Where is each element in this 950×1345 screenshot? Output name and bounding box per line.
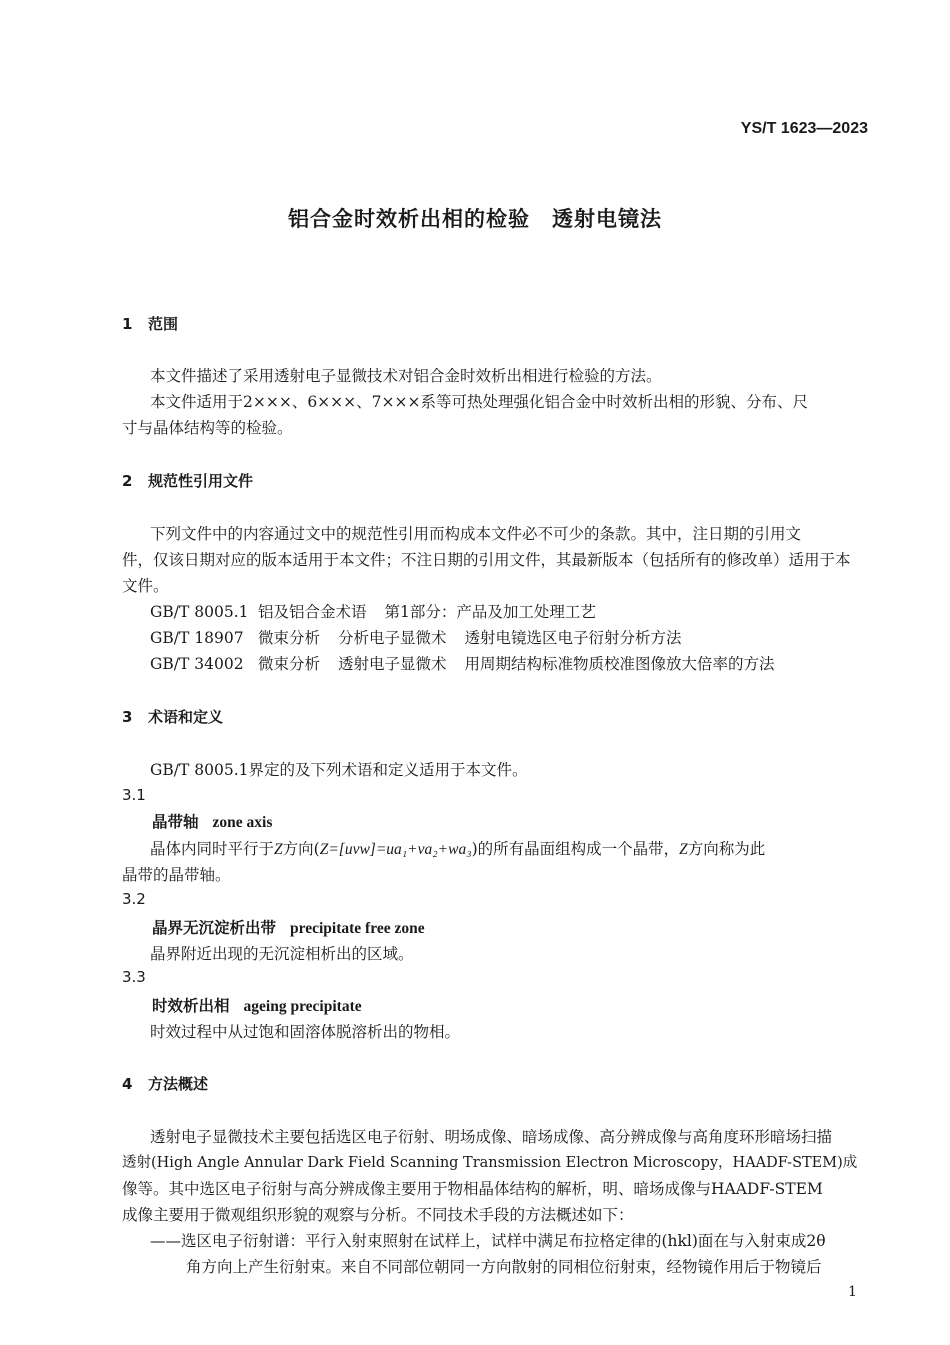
definition-text: )的所有晶面组构成一个晶带， bbox=[471, 840, 680, 858]
standard-code: YS/T 1623—2023 bbox=[740, 120, 868, 137]
term-chinese: 时效析出相 bbox=[152, 996, 230, 1015]
section-number: 3 bbox=[122, 708, 133, 726]
section-title: 范围 bbox=[148, 315, 179, 333]
paragraph-line: 透射电子显微技术主要包括选区电子衍射、明场成像、暗场成像、高分辨成像与高角度环形暗场扫描 bbox=[150, 1128, 833, 1146]
section-1-heading bbox=[122, 313, 178, 334]
document-title: 铝合金时效析出相的检验 透射电镜法 bbox=[288, 207, 662, 231]
page-number: 1 bbox=[848, 1284, 857, 1300]
bullet-item-line: ——选区电子衍射谱：平行入射束照射在试样上，试样中满足布拉格定律的(hkl)面在与入射束成2θ bbox=[150, 1232, 826, 1250]
normative-reference bbox=[150, 625, 700, 651]
paragraph: 本文件描述了采用透射电子显微技术对铝合金时效析出相进行检验的方法。 bbox=[150, 367, 662, 385]
section-3-heading bbox=[122, 706, 223, 727]
paragraph-line: 成像主要用于微观组织形貌的观察与分析。不同技术手段的方法概述如下： bbox=[122, 1206, 634, 1224]
bullet-item-line: 角方向上产生衍射束。来自不同部位朝同一方向散射的同相位衍射束，经物镜作用后于物镜后 bbox=[186, 1258, 822, 1276]
term-definition: 时效过程中从过饱和固溶体脱溶析出的物相。 bbox=[150, 1023, 461, 1041]
section-number: 4 bbox=[122, 1075, 133, 1093]
definition-text: 方向( bbox=[282, 840, 320, 858]
section-2-heading bbox=[122, 470, 253, 491]
term-english: precipitate free zone bbox=[290, 920, 425, 937]
term-definition: 晶界附近出现的无沉淀相析出的区域。 bbox=[150, 945, 414, 963]
reference-title-part: 分析电子显微术 bbox=[338, 629, 447, 647]
paragraph: GB/T 8005.1界定的及下列术语和定义适用于本文件。 bbox=[150, 761, 528, 779]
paragraph-line: 寸与晶体结构等的检验。 bbox=[122, 419, 293, 437]
section-title: 方法概述 bbox=[148, 1075, 209, 1093]
definition-text: 晶体内同时平行于 bbox=[150, 840, 275, 858]
reference-title-part: 微束分析 bbox=[258, 655, 321, 673]
term-definition-line: 晶带的晶带轴。 bbox=[122, 866, 231, 884]
section-4-heading bbox=[122, 1073, 208, 1094]
term-number: 3.1 bbox=[122, 786, 146, 804]
reference-title-part: 铝及铝合金术语 bbox=[258, 603, 367, 621]
reference-title-part: 用周期结构标准物质校准图像放大倍率的方法 bbox=[464, 655, 775, 673]
definition-text: 方向称为此 bbox=[687, 840, 766, 858]
term-english: zone axis bbox=[212, 814, 273, 831]
paragraph-line: 像等。其中选区电子衍射与高分辨成像主要用于物相晶体结构的解析，明、暗场成像与HAADF-STEM bbox=[122, 1180, 823, 1198]
section-title: 规范性引用文件 bbox=[148, 472, 254, 490]
term-chinese: 晶带轴 bbox=[152, 812, 199, 831]
term-number: 3.3 bbox=[122, 968, 146, 986]
paragraph-line: 下列文件中的内容通过文中的规范性引用而构成本文件必不可少的条款。其中，注日期的引用文 bbox=[150, 525, 802, 543]
term-number: 3.2 bbox=[122, 890, 146, 908]
normative-reference bbox=[150, 651, 793, 677]
reference-title-part: 透射电镜选区电子衍射分析方法 bbox=[464, 629, 682, 647]
term-entry bbox=[152, 994, 362, 1016]
reference-code: GB/T 8005.1 bbox=[150, 603, 249, 621]
section-number: 2 bbox=[122, 472, 133, 490]
term-entry bbox=[152, 916, 425, 938]
formula-symbol: Z bbox=[679, 841, 688, 858]
paragraph-line: 件，仅该日期对应的版本适用于本文件；不注日期的引用文件，其最新版本（包括所有的修改单）适用于本 bbox=[122, 551, 851, 569]
reference-code: GB/T 18907 bbox=[150, 629, 244, 647]
term-definition-line bbox=[150, 836, 765, 863]
paragraph-line: 透射(High Angle Annular Dark Field Scanning Transmission Electron Microscopy，HAADF-STEM)成 bbox=[122, 1155, 858, 1171]
reference-code: GB/T 34002 bbox=[150, 655, 244, 673]
formula-symbol: Z bbox=[274, 841, 283, 858]
term-chinese: 晶界无沉淀析出带 bbox=[152, 918, 277, 937]
section-number: 1 bbox=[122, 315, 133, 333]
paragraph-line: 本文件适用于2×××、6×××、7×××系等可热处理强化铝合金中时效析出相的形貌、分布、尺 bbox=[150, 393, 808, 411]
zone-axis-formula: Z=[uvw]=ua₁+va₂+wa₃ bbox=[319, 841, 472, 858]
term-entry bbox=[152, 810, 272, 832]
reference-title-part: 第1部分：产品及加工处理工艺 bbox=[384, 603, 596, 621]
reference-title-part: 透射电子显微术 bbox=[338, 655, 447, 673]
normative-reference bbox=[150, 599, 614, 625]
paragraph-line: 文件。 bbox=[122, 577, 169, 595]
section-title: 术语和定义 bbox=[148, 708, 224, 726]
term-english: ageing precipitate bbox=[243, 998, 362, 1015]
reference-title-part: 微束分析 bbox=[258, 629, 321, 647]
